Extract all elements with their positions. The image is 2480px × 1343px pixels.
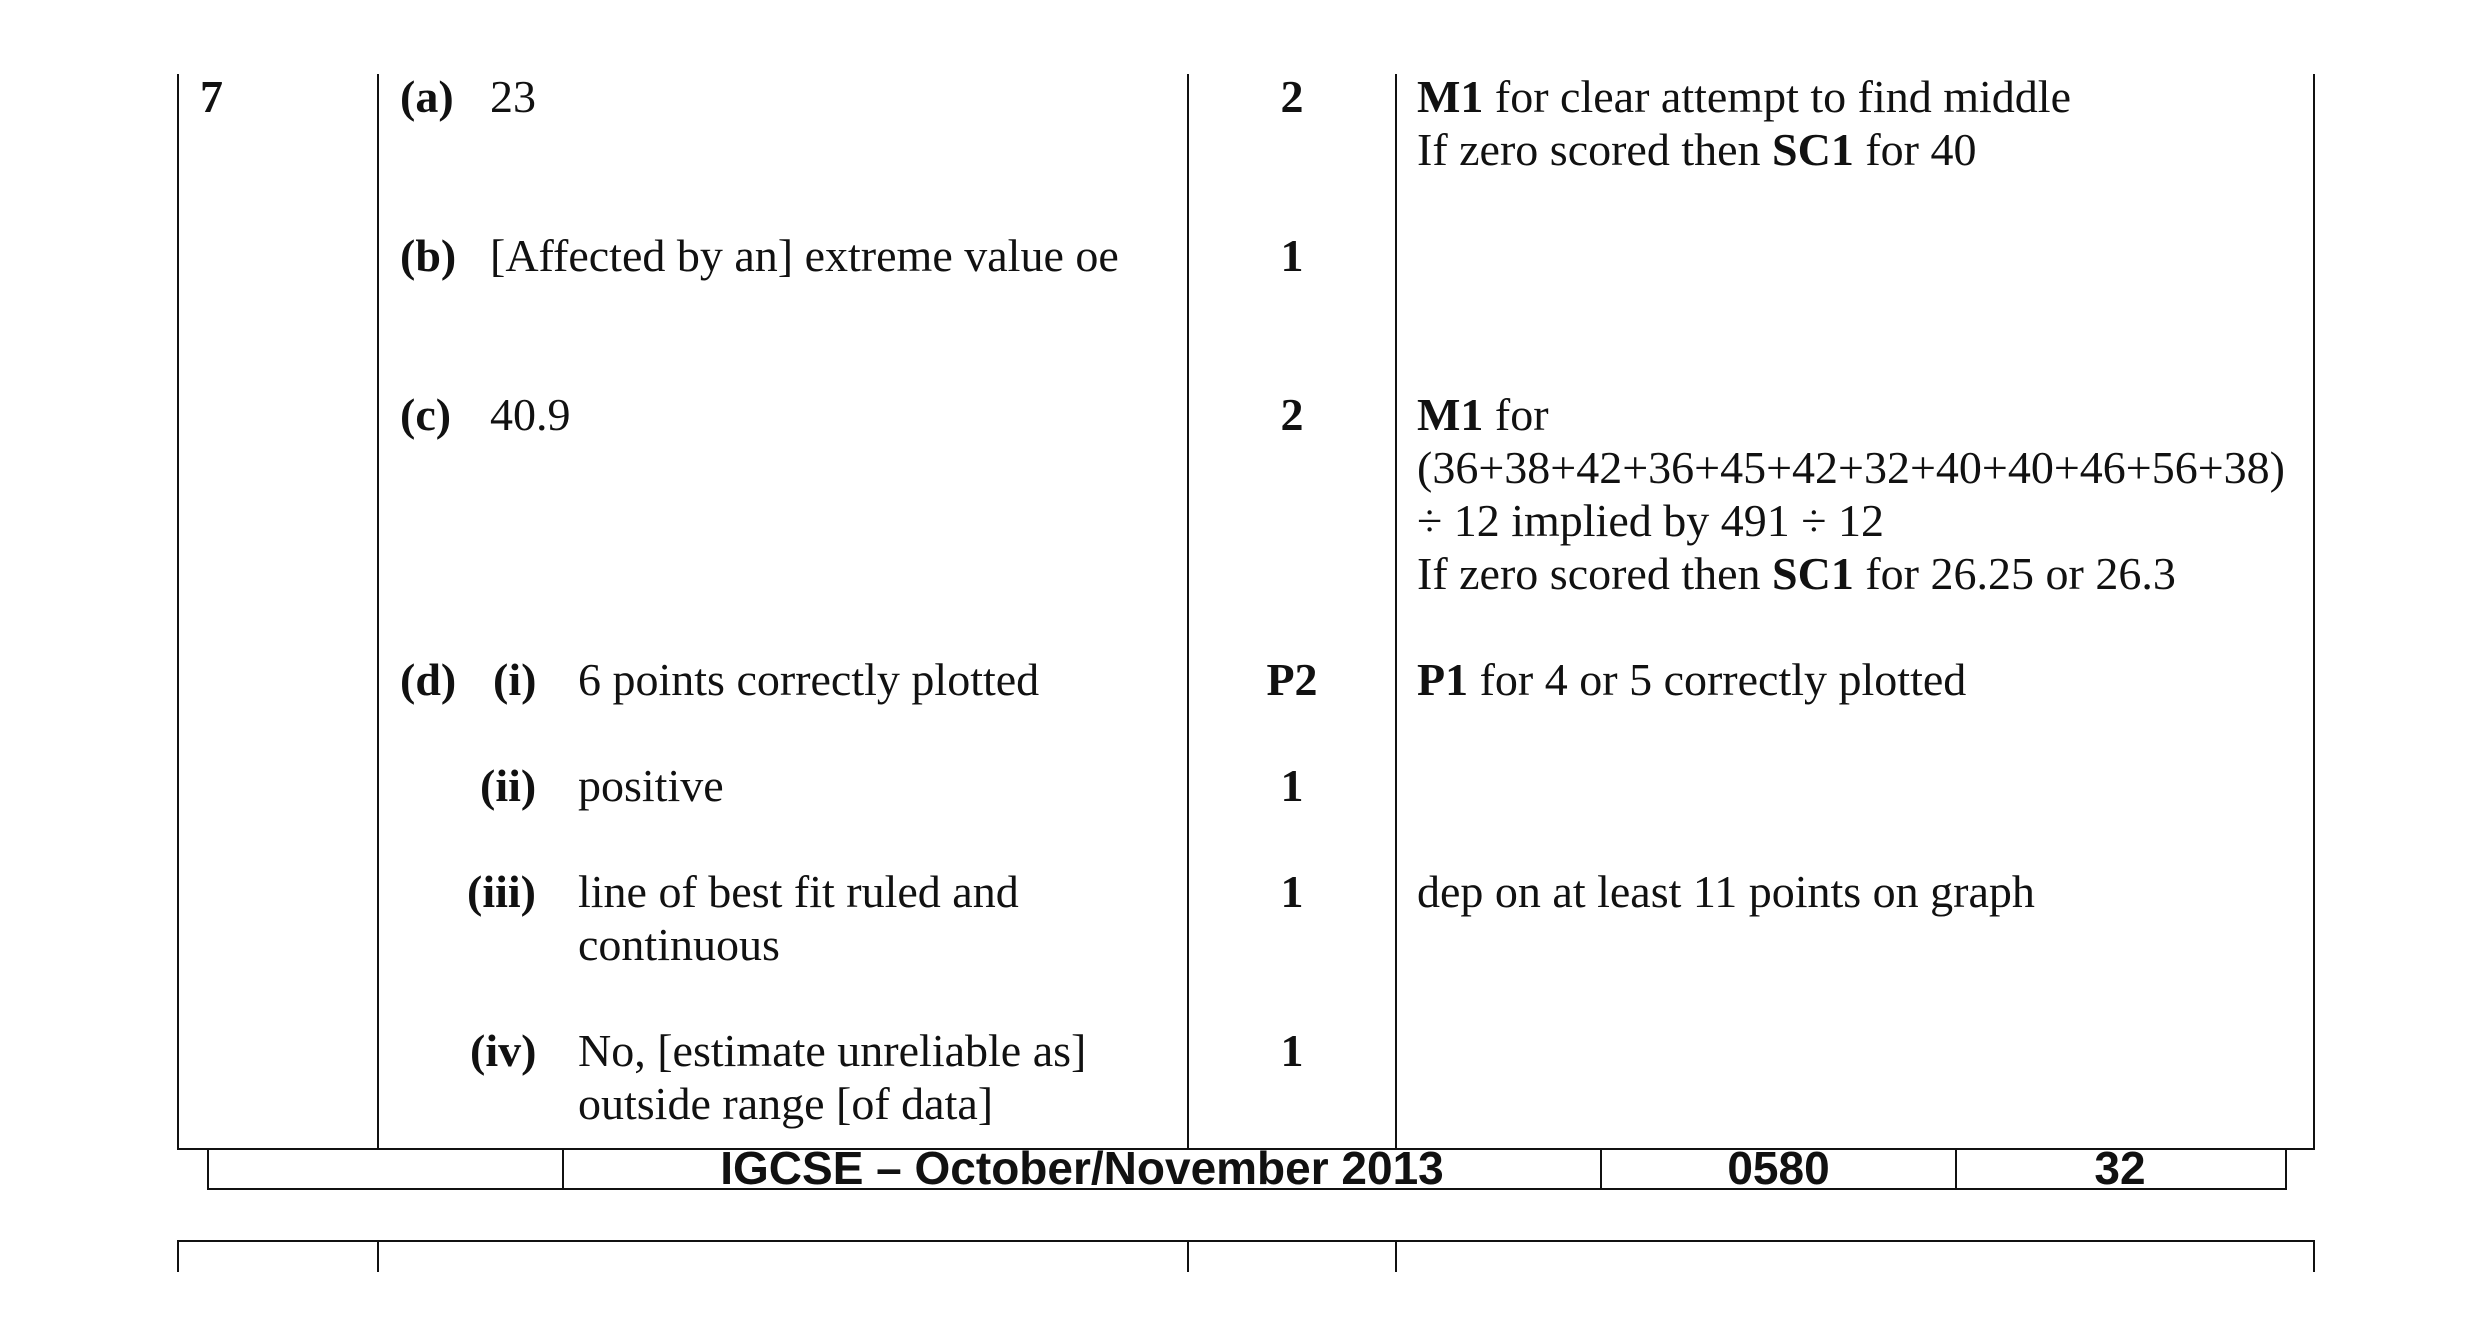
next-table-right-border: [2313, 1240, 2315, 1272]
next-table-col3-divider: [1395, 1240, 1397, 1272]
part-d-ii-sublabel: (ii): [480, 760, 537, 811]
part-b-label: (b): [400, 230, 457, 281]
table-col1-divider: [377, 74, 379, 1150]
part-c-note-2: (36+38+42+36+45+42+32+40+40+46+56+38): [1417, 442, 2286, 493]
next-table-col2-divider: [1187, 1240, 1189, 1272]
part-d-ii-answer: positive: [578, 760, 724, 811]
part-c-mark: 2: [1280, 389, 1304, 440]
part-d-iii-note: dep on at least 11 points on graph: [1417, 866, 2035, 917]
part-d-iii-answer-2: continuous: [578, 919, 780, 970]
part-c-answer: 40.9: [490, 389, 571, 440]
part-d-ii-mark: 1: [1280, 760, 1304, 811]
table-right-border: [2313, 74, 2315, 1150]
part-c-label: (c): [400, 389, 452, 440]
next-table-left-border: [177, 1240, 179, 1272]
next-table-top-border: [177, 1240, 2315, 1242]
part-d-i-answer: 6 points correctly plotted: [578, 654, 1040, 705]
part-d-label: (d): [400, 654, 457, 705]
part-c-note-1: M1 for: [1417, 389, 1549, 440]
part-d-iii-mark: 1: [1280, 866, 1304, 917]
part-a-mark: 2: [1280, 71, 1304, 122]
part-a-label: (a): [400, 71, 454, 122]
part-d-i-mark: P2: [1266, 654, 1318, 705]
part-d-iv-answer-1: No, [estimate unreliable as]: [578, 1025, 1087, 1076]
header-exam: IGCSE – October/November 2013: [720, 1148, 1444, 1186]
part-c-note-4: If zero scored then SC1 for 26.25 or 26.3: [1417, 548, 2176, 599]
table-left-border: [177, 74, 179, 1150]
part-d-i-note: P1 for 4 or 5 correctly plotted: [1417, 654, 1967, 705]
part-d-iii-answer-1: line of best fit ruled and: [578, 866, 1019, 917]
header-paper: 32: [2094, 1148, 2146, 1186]
part-b-answer: [Affected by an] extreme value oe: [490, 230, 1119, 281]
part-b-mark: 1: [1280, 230, 1304, 281]
table-col3-divider: [1395, 74, 1397, 1150]
part-a-answer: 23: [490, 71, 536, 122]
question-number: 7: [200, 71, 223, 122]
part-d-iv-answer-2: outside range [of data]: [578, 1078, 994, 1129]
part-d-iv-sublabel: (iv): [470, 1025, 537, 1076]
part-a-note-2: If zero scored then SC1 for 40: [1417, 124, 1977, 175]
part-d-iii-sublabel: (iii): [467, 866, 536, 917]
part-d-iv-mark: 1: [1280, 1025, 1304, 1076]
header-syllabus: 0580: [1727, 1148, 1830, 1186]
part-c-note-3: ÷ 12 implied by 491 ÷ 12: [1417, 495, 1885, 546]
next-table-col1-divider: [377, 1240, 379, 1272]
part-d-i-sublabel: (i): [493, 654, 537, 705]
part-a-note-1: M1 for clear attempt to find middle: [1417, 71, 2071, 122]
